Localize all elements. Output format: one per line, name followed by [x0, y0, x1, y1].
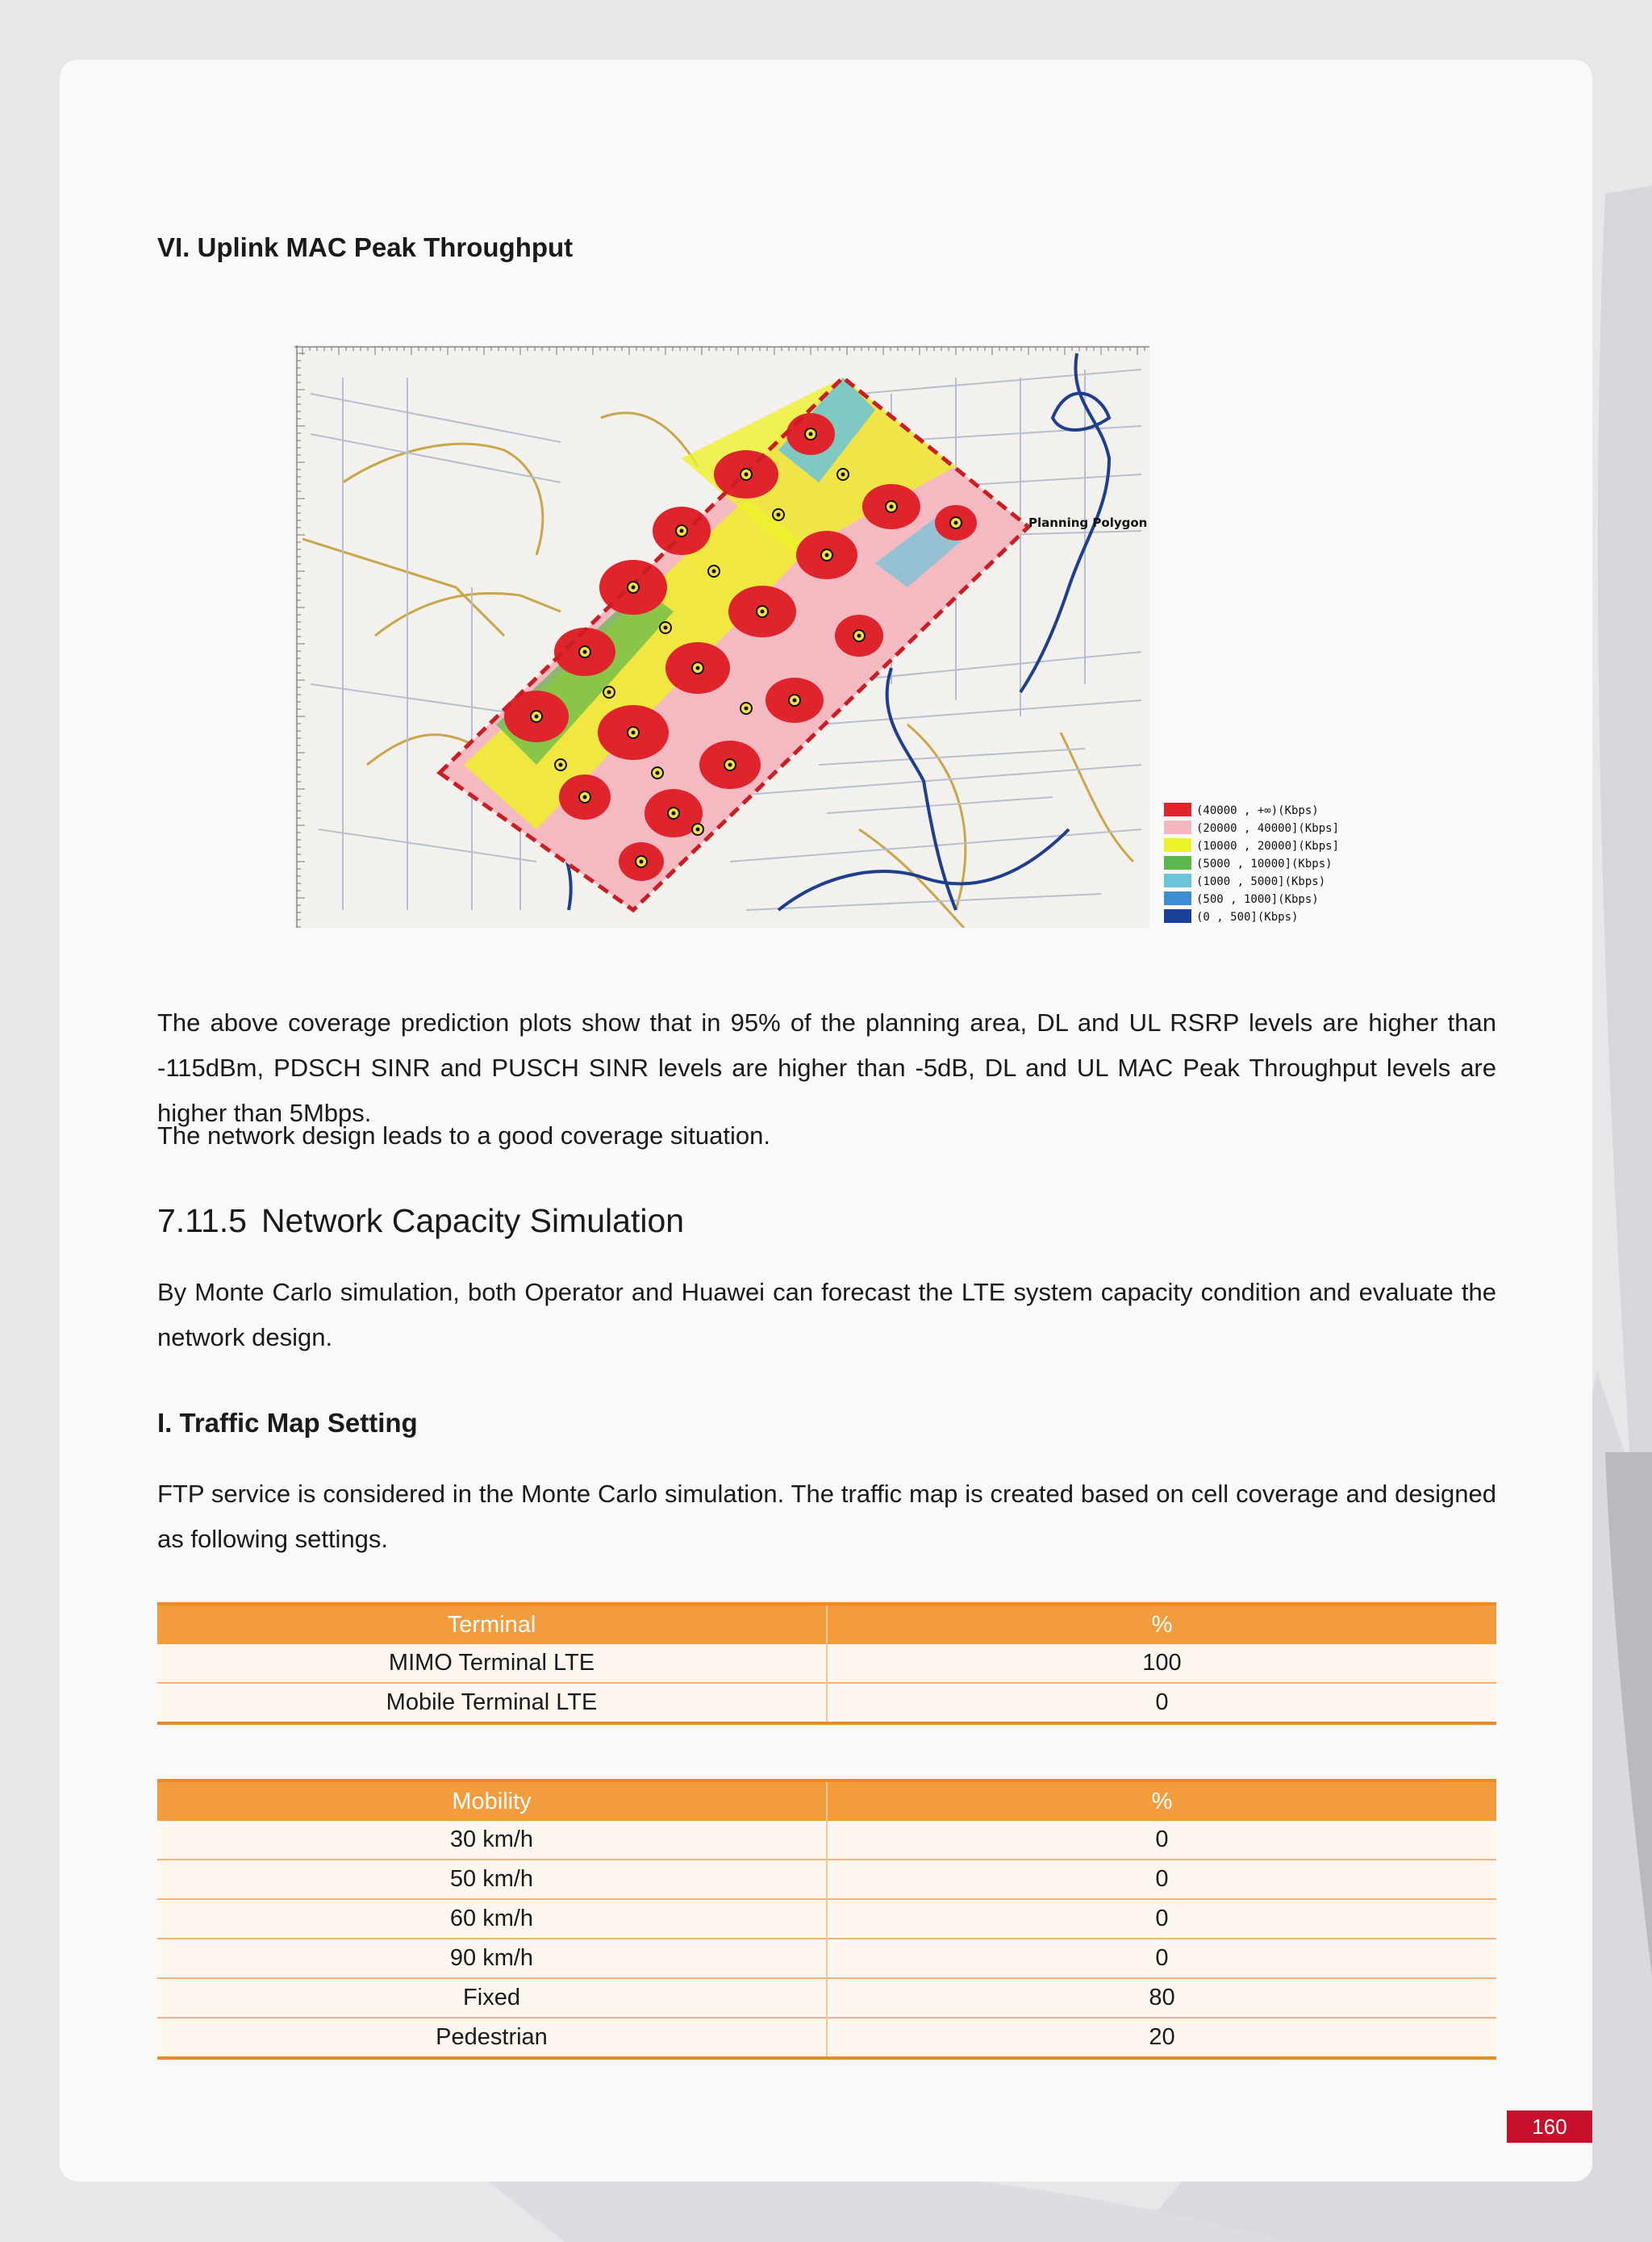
table-cell: 80: [827, 1978, 1496, 2018]
table-row: [157, 1899, 1496, 1939]
table-row: [157, 1644, 1496, 1683]
uplink-throughput-map: [294, 345, 1149, 928]
base-station-marker: [853, 630, 865, 641]
table-cell: Mobile Terminal LTE: [157, 1683, 827, 1723]
base-station-marker: [740, 703, 752, 714]
monte-carlo-paragraph: By Monte Carlo simulation, both Operator and Huawei can forecast the LTE system capacity condition and evaluate the network design.: [157, 1278, 1496, 1351]
table-cell: 30 km/h: [157, 1821, 827, 1860]
throughput-legend: [1164, 801, 1406, 927]
table-cell: 60 km/h: [157, 1899, 827, 1939]
base-station-marker: [668, 808, 679, 819]
legend-swatch-2: [1164, 820, 1191, 834]
legend-label-3: (10000 , 20000](Kbps]: [1196, 840, 1340, 853]
table-cell: Fixed: [157, 1978, 827, 2018]
base-station-marker: [652, 767, 663, 779]
legend-swatch-4: [1164, 856, 1191, 870]
table-cell: 50 km/h: [157, 1860, 827, 1899]
page-number: 160: [1507, 2110, 1592, 2143]
legend-label-1: (40000 , +∞)(Kbps): [1196, 804, 1319, 817]
legend-swatch-5: [1164, 874, 1191, 887]
base-station-marker: [805, 428, 816, 440]
table-row: [157, 1683, 1496, 1723]
section-title: Network Capacity Simulation: [261, 1202, 685, 1239]
base-station-marker: [837, 469, 849, 480]
legend-label-2: (20000 , 40000](Kbps]: [1196, 822, 1340, 835]
base-station-marker: [603, 687, 615, 698]
base-station-marker: [531, 711, 542, 722]
section-number: 7.11.5: [157, 1202, 247, 1239]
table-cell: 100: [827, 1644, 1496, 1683]
table-row: [157, 1821, 1496, 1860]
base-station-marker: [636, 856, 647, 867]
table-row: [157, 1978, 1496, 2018]
legend-swatch-3: [1164, 838, 1191, 852]
base-station-marker: [579, 791, 590, 803]
legend-swatch-7: [1164, 909, 1191, 923]
terminal-table: [157, 1602, 1496, 1725]
table-cell: 0: [827, 1821, 1496, 1860]
legend-label-7: (0 , 500](Kbps): [1196, 911, 1299, 924]
table-row: [157, 1939, 1496, 1978]
table-cell: 90 km/h: [157, 1939, 827, 1978]
base-station-marker: [660, 622, 671, 633]
base-station-marker: [886, 501, 897, 512]
base-station-marker: [676, 525, 687, 536]
table-cell: 20: [827, 2018, 1496, 2058]
base-station-marker: [821, 549, 832, 561]
table-header-row: [157, 1781, 1496, 1821]
legend-swatch-6: [1164, 891, 1191, 905]
base-station-marker: [773, 509, 784, 520]
base-station-marker: [724, 759, 736, 770]
base-station-marker: [628, 582, 639, 593]
base-station-marker: [628, 727, 639, 738]
base-station-marker: [950, 517, 962, 528]
coverage-conclusion-paragraph: The network design leads to a good coverage situation.: [157, 1121, 770, 1150]
base-station-marker: [555, 759, 566, 770]
legend-label-5: (1000 , 5000](Kbps): [1196, 875, 1326, 888]
table-row: [157, 1860, 1496, 1899]
table-cell: Pedestrian: [157, 2018, 827, 2058]
table-cell: 0: [827, 1939, 1496, 1978]
section-heading: [157, 1202, 684, 1240]
traffic-map-heading: I. Traffic Map Setting: [157, 1408, 418, 1438]
table-cell: 0: [827, 1683, 1496, 1723]
legend-label-6: (500 , 1000](Kbps): [1196, 893, 1319, 906]
legend-label-4: (5000 , 10000](Kbps): [1196, 858, 1333, 870]
coverage-summary-paragraph: The above coverage prediction plots show that in 95% of the planning area, DL and UL RSRP levels are higher than -115dBm, PDSCH SINR and PUSCH SINR levels are higher than -5dB, DL and UL MAC Peak Throughput levels are higher than 5Mbps.: [157, 1008, 1496, 1127]
ftp-service-paragraph: FTP service is considered in the Monte Carlo simulation. The traffic map is created based on cell coverage and designed as following settings.: [157, 1480, 1496, 1553]
table-header-cell: %: [827, 1604, 1496, 1644]
table-header-cell: %: [827, 1781, 1496, 1821]
base-station-marker: [708, 566, 720, 577]
base-station-marker: [692, 824, 703, 835]
base-station-marker: [579, 646, 590, 658]
table-cell: 0: [827, 1899, 1496, 1939]
table-row: [157, 2018, 1496, 2058]
base-station-marker: [789, 695, 800, 706]
mobility-table: [157, 1779, 1496, 2060]
table-header-row: [157, 1604, 1496, 1644]
legend-swatch-1: [1164, 803, 1191, 816]
table-cell: MIMO Terminal LTE: [157, 1644, 827, 1683]
base-station-marker: [740, 469, 752, 480]
planning-polygon-label: Planning Polygon: [1028, 516, 1148, 530]
uplink-throughput-heading: VI. Uplink MAC Peak Throughput: [157, 232, 574, 262]
base-station-marker: [757, 606, 768, 617]
table-cell: 0: [827, 1860, 1496, 1899]
base-station-marker: [692, 662, 703, 674]
table-header-cell: Mobility: [157, 1781, 827, 1821]
table-header-cell: Terminal: [157, 1604, 827, 1644]
